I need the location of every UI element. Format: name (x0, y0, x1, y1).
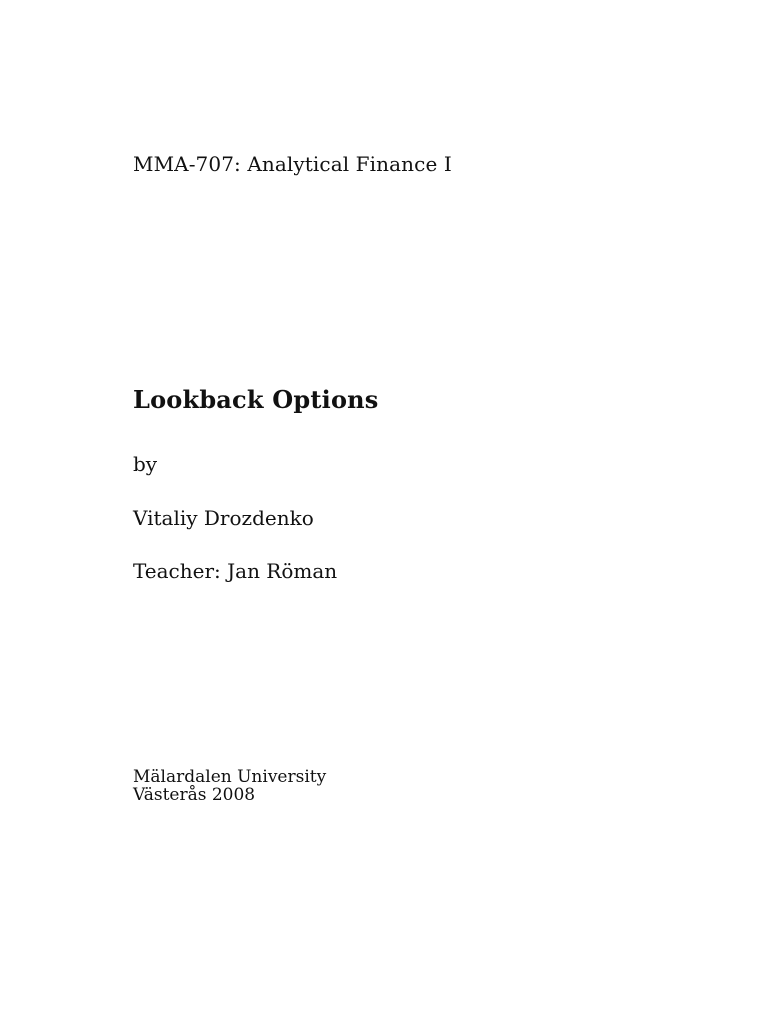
place-and-year: Västerås 2008 (133, 785, 256, 805)
university-name: Mälardalen University (133, 767, 327, 787)
author-name: Vitaliy Drozdenko (133, 506, 314, 530)
teacher-line: Teacher: Jan Röman (133, 559, 338, 583)
affiliation-block (133, 768, 326, 804)
document-title: Lookback Options (133, 385, 379, 414)
by-label: by (133, 452, 158, 476)
course-heading: MMA-707: Analytical Finance I (133, 152, 452, 176)
